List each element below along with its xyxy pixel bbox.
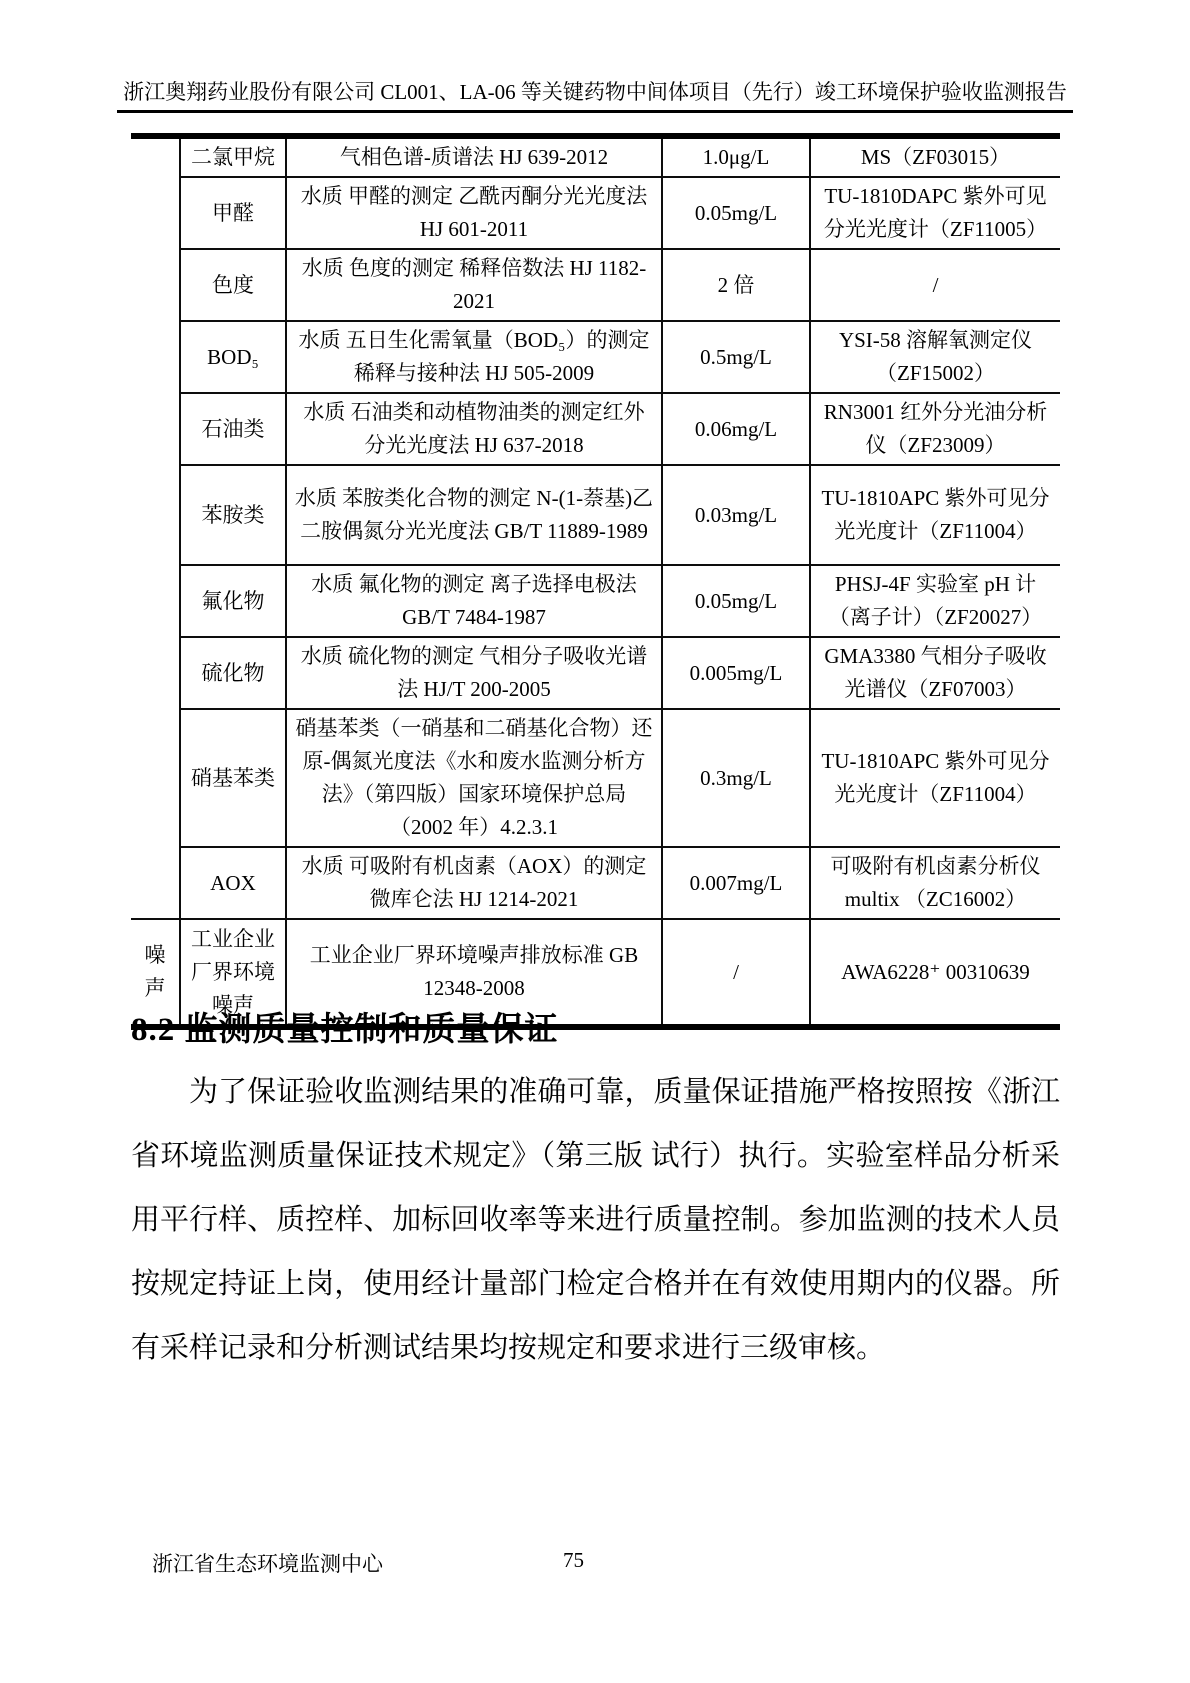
cell-method: 气相色谱-质谱法 HJ 639-2012 <box>286 136 662 177</box>
cell-method: 水质 甲醛的测定 乙酰丙酮分光光度法 HJ 601-2011 <box>286 177 662 249</box>
cell-param: 工业企业厂界环境噪声 <box>180 919 286 1027</box>
cell-limit: 0.5mg/L <box>662 321 810 393</box>
cell-instrument: RN3001 红外分光油分析仪（ZF23009） <box>810 393 1060 465</box>
page-header-title: 浙江奥翔药业股份有限公司 CL001、LA-06 等关键药物中间体项目（先行）竣工环境保护验收监测报告 <box>123 80 1067 104</box>
paragraph-line: 按规定持证上岗，使用经计量部门检定合格并在有效使用期内的仪器。所 <box>131 1268 1060 1300</box>
table-row <box>131 321 1060 393</box>
cell-method: 水质 石油类和动植物油类的测定红外分光光度法 HJ 637-2018 <box>286 393 662 465</box>
paragraph-line: 为了保证验收监测结果的准确可靠，质量保证措施严格按照按《浙江 <box>189 1076 1060 1108</box>
table-row <box>131 565 1060 637</box>
cell-method: 工业企业厂界环境噪声排放标准 GB 12348-2008 <box>286 919 662 1027</box>
cell-instrument: GMA3380 气相分子吸收光谱仪（ZF07003） <box>810 637 1060 709</box>
table-row <box>131 709 1060 847</box>
cell-instrument: TU-1810APC 紫外可见分光光度计（ZF11004） <box>810 709 1060 847</box>
table-row <box>131 249 1060 321</box>
header-divider-rule <box>117 110 1073 113</box>
cell-limit: 0.06mg/L <box>662 393 810 465</box>
table-row <box>131 637 1060 709</box>
table-row <box>131 847 1060 919</box>
cell-limit: 1.0μg/L <box>662 136 810 177</box>
cell-instrument: PHSJ-4F 实验室 pH 计（离子计）（ZF20027） <box>810 565 1060 637</box>
footer-organization: 浙江省生态环境监测中心 <box>152 1552 383 1576</box>
cell-method: 硝基苯类（一硝基和二硝基化合物）还原-偶氮光度法《水和废水监测分析方法》（第四版）国家环境保护总局（2002 年）4.2.3.1 <box>286 709 662 847</box>
cell-limit: / <box>662 919 810 1027</box>
cell-instrument: 可吸附有机卤素分析仪 multix （ZC16002） <box>810 847 1060 919</box>
cell-param: 甲醛 <box>180 177 286 249</box>
table-row <box>131 136 1060 177</box>
cell-limit: 0.3mg/L <box>662 709 810 847</box>
cell-method: 水质 色度的测定 稀释倍数法 HJ 1182-2021 <box>286 249 662 321</box>
cell-instrument: TU-1810DAPC 紫外可见分光光度计（ZF11005） <box>810 177 1060 249</box>
cell-limit: 0.03mg/L <box>662 465 810 565</box>
cell-method: 水质 五日生化需氧量（BOD₅）的测定 稀释与接种法 HJ 505-2009 <box>286 321 662 393</box>
cell-limit: 2 倍 <box>662 249 810 321</box>
cell-param: 硝基苯类 <box>180 709 286 847</box>
paragraph-line: 用平行样、质控样、加标回收率等来进行质量控制。参加监测的技术人员 <box>131 1204 1060 1236</box>
cell-limit: 0.005mg/L <box>662 637 810 709</box>
cell-instrument: MS（ZF03015） <box>810 136 1060 177</box>
cell-method: 水质 氟化物的测定 离子选择电极法 GB/T 7484-1987 <box>286 565 662 637</box>
cell-method: 水质 苯胺类化合物的测定 N-(1-萘基)乙二胺偶氮分光光度法 GB/T 11889-1989 <box>286 465 662 565</box>
cell-param: 石油类 <box>180 393 286 465</box>
cell-instrument: TU-1810APC 紫外可见分光光度计（ZF11004） <box>810 465 1060 565</box>
cell-method: 水质 硫化物的测定 气相分子吸收光谱法 HJ/T 200-2005 <box>286 637 662 709</box>
cell-param: AOX <box>180 847 286 919</box>
cell-category: 噪声 <box>131 919 180 1027</box>
cell-param: 硫化物 <box>180 637 286 709</box>
table-row <box>131 465 1060 565</box>
cell-instrument: YSI-58 溶解氧测定仪（ZF15002） <box>810 321 1060 393</box>
footer-page-number: 75 <box>563 1548 584 1572</box>
cell-category-continued <box>131 136 180 919</box>
cell-limit: 0.05mg/L <box>662 565 810 637</box>
cell-param: 二氯甲烷 <box>180 136 286 177</box>
cell-instrument: / <box>810 249 1060 321</box>
cell-param: BOD₅ <box>180 321 286 393</box>
cell-method: 水质 可吸附有机卤素（AOX）的测定 微库仑法 HJ 1214-2021 <box>286 847 662 919</box>
body-paragraph <box>131 1060 1060 1380</box>
cell-limit: 0.05mg/L <box>662 177 810 249</box>
monitoring-methods-table <box>131 133 1060 1030</box>
paragraph-line: 有采样记录和分析测试结果均按规定和要求进行三级审核。 <box>131 1332 886 1364</box>
cell-param: 苯胺类 <box>180 465 286 565</box>
cell-param: 色度 <box>180 249 286 321</box>
section-heading: 8.2 监测质量控制和质量保证 <box>131 1012 559 1048</box>
cell-limit: 0.007mg/L <box>662 847 810 919</box>
cell-instrument: AWA6228⁺ 00310639 <box>841 959 1030 984</box>
table-row <box>131 177 1060 249</box>
cell-param: 氟化物 <box>180 565 286 637</box>
paragraph-line: 省环境监测质量保证技术规定》（第三版 试行）执行。实验室样品分析采 <box>131 1140 1060 1172</box>
table-row <box>131 393 1060 465</box>
